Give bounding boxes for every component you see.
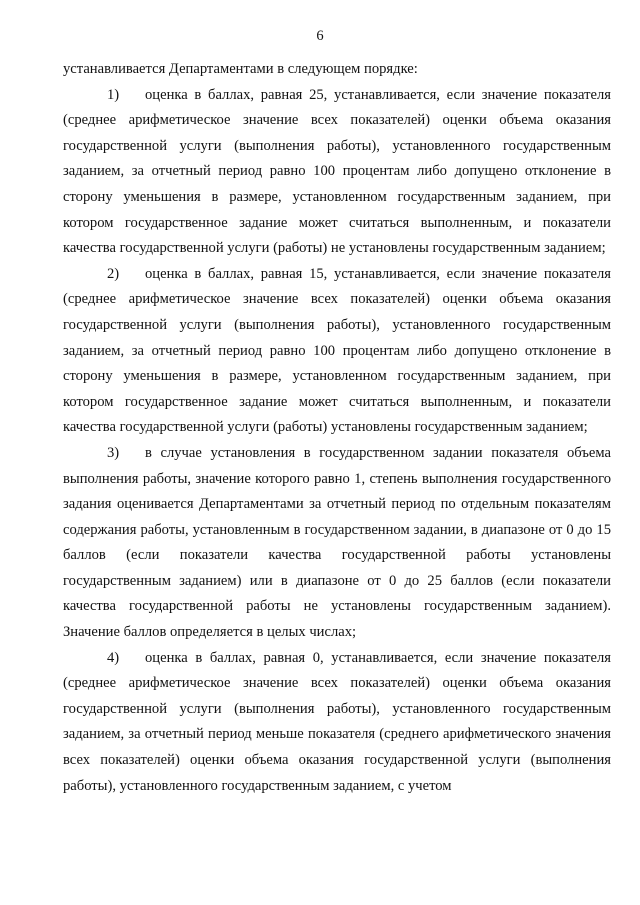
list-item-number: 2)	[107, 265, 120, 282]
document-body	[63, 57, 611, 799]
list-item-text: оценка в баллах, равная 15, устанавливается, если значение показателя (среднее арифметическое значение всех показателей) оценки объема оказания государственной услуги (выполнения работы), установленного государственным заданием, за отчетный период равно 100 процентам либо допущено отклонение в сторону уменьшения в размере, установленном государственным заданием, при котором государственное задание может считаться выполненным, и показатели качества государственной услуги (работы) установлены государственным заданием;	[63, 265, 611, 436]
list-item-number: 1)	[107, 86, 120, 103]
page-number: 6	[316, 28, 324, 44]
list-item-3	[63, 441, 611, 646]
list-item-4	[63, 646, 611, 800]
list-item-2	[63, 262, 611, 441]
list-item-number: 3)	[107, 444, 120, 461]
list-item-number: 4)	[107, 649, 120, 666]
list-item-text: оценка в баллах, равная 0, устанавливается, если значение показателя (среднее арифметическое значение всех показателей) оценки объема оказания государственной услуги (выполнения работы), установленного государственным заданием, за отчетный период меньше показателя (среднего арифметического значения всех показателей) оценки объема оказания государственной услуги (выполнения работы), установленного государственным заданием, с учетом	[63, 649, 611, 794]
list-item-text: оценка в баллах, равная 25, устанавливается, если значение показателя (среднее арифметическое значение всех показателей) оценки объема оказания государственной услуги (выполнения работы), установленного государственным заданием, за отчетный период равно 100 процентам либо допущено отклонение в сторону уменьшения в размере, установленном государственным заданием, при котором государственное задание может считаться выполненным, и показатели качества государственной услуги (работы) не установлены государственным заданием;	[63, 86, 611, 257]
list-item-text: в случае установления в государственном задании показателя объема выполнения работы, значение которого равно 1, степень выполнения государственного задания оценивается Департаментами за отчетный период по отдельным показателям содержания работы, установленным в государственном задании, в диапазоне от 0 до 15 баллов (если показатели качества государственной работы установлены государственным заданием) или в диапазоне от 0 до 25 баллов (если показатели качества государственной работы не установлены государственным заданием). Значение баллов определяется в целых числах;	[63, 444, 611, 641]
list-item-1	[63, 83, 611, 262]
intro-paragraph: устанавливается Департаментами в следующем порядке:	[63, 61, 418, 77]
